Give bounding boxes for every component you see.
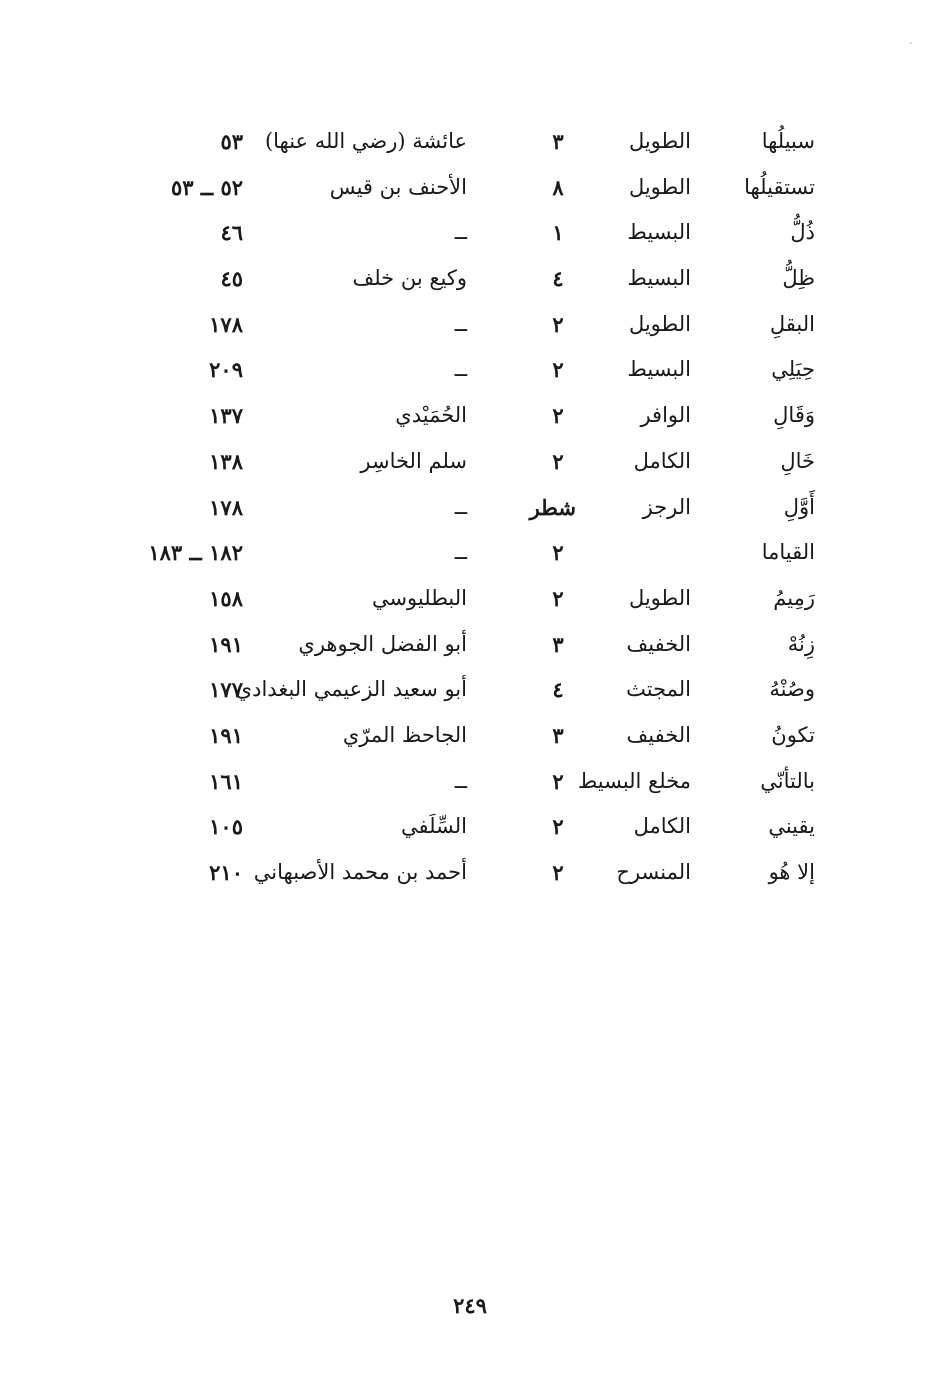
meter-name: المجتث (626, 677, 691, 702)
page-reference: ١٥٨ (209, 585, 243, 611)
rhyme-word: ظِلُّ (782, 266, 815, 291)
rhyme-word: وَقَالِ (773, 403, 815, 428)
rhyme-word: أَوَّلِ (783, 494, 815, 519)
poet-name: ــ (454, 357, 467, 382)
poet-name: ــ (454, 540, 467, 565)
page-reference: ١٩١ (209, 631, 243, 657)
meter-name: مخلع البسيط (577, 768, 691, 793)
rhyme-word: سبيلُها (761, 129, 815, 153)
verse-count: ٢ (552, 357, 564, 383)
poet-name: وكيع بن خلف (352, 266, 467, 291)
page-reference: ١٧٨ (209, 311, 243, 337)
poet-name: السِّلَفي (400, 814, 467, 839)
rhyme-word: إلا هُو (768, 860, 815, 884)
verse-count: ٢ (552, 448, 564, 474)
page-reference: ٥٢ ــ ٥٣ (170, 174, 243, 200)
page-reference: ٤٥ (220, 266, 243, 292)
table-row (0, 485, 940, 531)
page-reference: ١٣٧ (209, 403, 243, 429)
table-row (0, 850, 940, 896)
meter-name: الخفيف (626, 722, 691, 747)
meter-name: الطويل (628, 129, 691, 153)
verse-count: ٨ (552, 174, 564, 200)
table-row (0, 119, 940, 165)
page-reference: ١٩١ (209, 722, 243, 748)
table-row (0, 667, 940, 713)
table-row (0, 530, 940, 576)
rhyme-index-table (0, 119, 940, 896)
verse-count: ٢ (552, 585, 564, 611)
verse-count: ٤ (552, 677, 564, 703)
meter-name: البسيط (627, 220, 691, 245)
page-reference: ١٧٧ (209, 677, 243, 703)
rhyme-word: خَالِ (780, 448, 815, 473)
rhyme-word: بالتأنّي (760, 768, 815, 793)
verse-count: ٢ (552, 860, 564, 885)
poet-name: ــ (454, 220, 467, 245)
table-row (0, 759, 940, 805)
rhyme-word: القياما (761, 540, 815, 565)
table-row (0, 210, 940, 256)
page-reference: ٤٦ (220, 220, 243, 246)
table-row (0, 713, 940, 759)
poet-name: الحُمَيْدي (395, 403, 467, 428)
poet-name: البطليوسي (371, 585, 467, 610)
verse-count: ٢ (552, 814, 564, 840)
meter-name: الخفيف (626, 631, 691, 656)
page-reference: ١٧٨ (209, 494, 243, 520)
table-row (0, 347, 940, 393)
rhyme-word: البقلِ (769, 311, 815, 336)
verse-count: شطر (529, 494, 576, 520)
verse-count: ٣ (552, 631, 564, 657)
rhyme-word: تكونُ (771, 722, 815, 747)
verse-count: ٢ (552, 403, 564, 429)
verse-count: ٢ (552, 311, 564, 337)
poet-name: أبو سعيد الزعيمي البغدادي (235, 677, 467, 702)
verse-count: ٣ (552, 722, 564, 748)
verse-count: ٤ (552, 266, 564, 292)
poet-name: أحمد بن محمد الأصبهاني (253, 860, 467, 884)
rhyme-word: يقيني (768, 814, 815, 839)
meter-name: الرجز (642, 494, 691, 519)
verse-count: ٢ (552, 540, 564, 566)
meter-name: الطويل (628, 311, 691, 336)
meter-name: الطويل (628, 174, 691, 199)
poet-name: ــ (454, 768, 467, 793)
table-row (0, 622, 940, 668)
meter-name: الوافر (640, 403, 691, 428)
rhyme-word: ذُلُّ (790, 220, 815, 245)
page-reference: ١٨٢ ــ ١٨٣ (148, 540, 243, 566)
rhyme-word: تستقيلُها (744, 174, 815, 199)
table-row (0, 576, 940, 622)
page-reference: ٥٣ (220, 129, 243, 154)
table-row (0, 256, 940, 302)
poet-name: الجاحظ المرّي (342, 722, 467, 747)
page-reference: ١٣٨ (209, 448, 243, 474)
poet-name: ــ (454, 311, 467, 336)
table-row (0, 393, 940, 439)
meter-name: الطويل (628, 585, 691, 610)
poet-name: عائشة (رضي الله عنها) (264, 129, 467, 153)
meter-name: الكامل (633, 814, 691, 839)
meter-name: الكامل (633, 448, 691, 473)
page-reference: ١٦١ (209, 768, 243, 794)
verse-count: ٢ (552, 768, 564, 794)
poet-name: ــ (454, 494, 467, 519)
meter-name: البسيط (627, 357, 691, 382)
table-row (0, 302, 940, 348)
meter-name: المنسرح (616, 860, 691, 884)
rhyme-word: حِيَلِي (771, 357, 815, 382)
rhyme-word: زِنُهْ (787, 631, 815, 656)
rhyme-word: رَمِيمُ (773, 585, 815, 610)
page-reference: ١٠٥ (209, 814, 243, 840)
poet-name: سلم الخاسِر (360, 448, 467, 473)
page-number: ٢٤٩ (453, 1293, 487, 1318)
poet-name: أبو الفضل الجوهري (298, 631, 467, 656)
page-reference: ٢٠٩ (209, 357, 243, 383)
page-reference: ٢١٠ (209, 860, 243, 885)
verse-count: ١ (552, 220, 564, 246)
scan-speck (910, 42, 912, 44)
verse-count: ٣ (552, 129, 564, 154)
meter-name: البسيط (627, 266, 691, 291)
rhyme-word: وصُنْهُ (769, 677, 815, 702)
table-row (0, 439, 940, 485)
table-row (0, 804, 940, 850)
table-row (0, 165, 940, 211)
poet-name: الأحنف بن قيس (329, 174, 467, 199)
